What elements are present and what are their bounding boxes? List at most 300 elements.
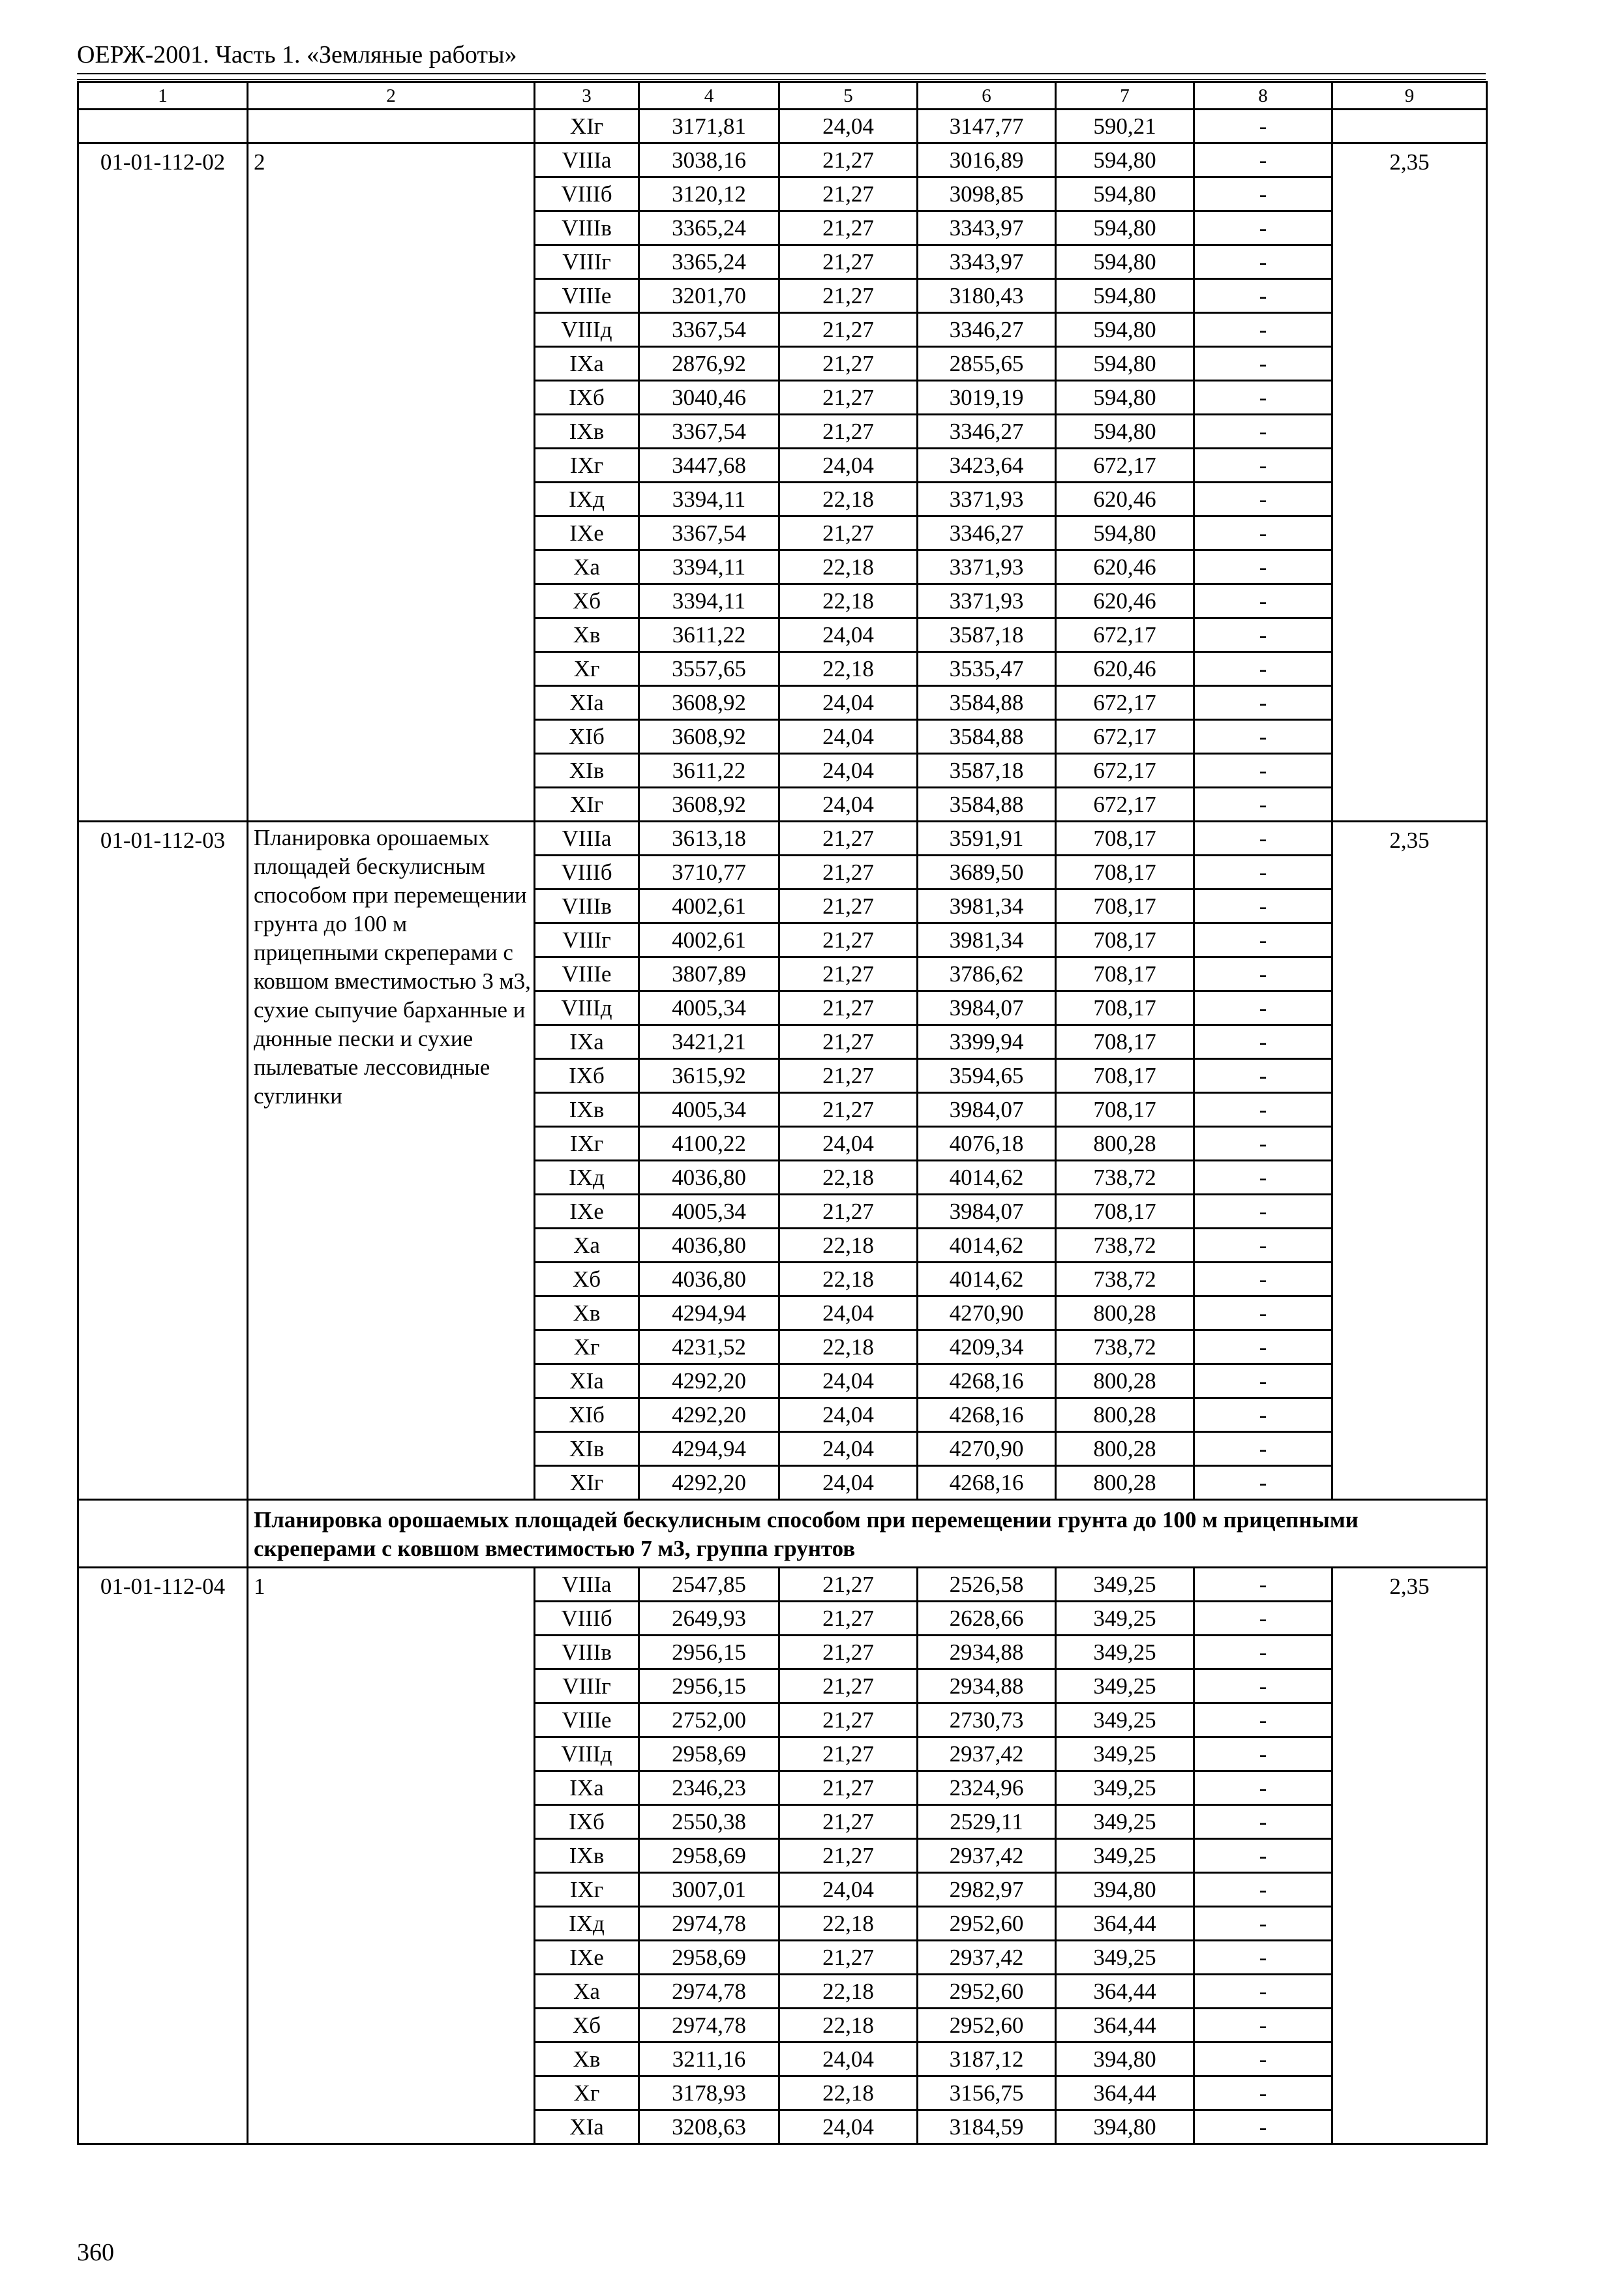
coefficient-cell	[1332, 110, 1487, 143]
value-cell: 24,04	[779, 686, 918, 720]
value-cell: -	[1194, 1195, 1332, 1229]
value-cell: 3608,92	[639, 788, 779, 822]
soil-group-cell: Xв	[535, 1296, 639, 1330]
value-cell: 2529,11	[918, 1805, 1056, 1839]
value-cell: 2649,93	[639, 1602, 779, 1636]
value-cell: 21,27	[779, 347, 918, 381]
soil-group-cell: VIIIд	[535, 1737, 639, 1771]
table-row	[78, 143, 1487, 177]
value-cell: 4270,90	[918, 1296, 1056, 1330]
value-cell: 364,44	[1056, 1975, 1194, 2009]
header-rule	[77, 73, 1486, 74]
value-cell: 24,04	[779, 1466, 918, 1500]
value-cell: 21,27	[779, 856, 918, 890]
value-cell: -	[1194, 584, 1332, 618]
soil-group-cell: XIг	[535, 788, 639, 822]
value-cell: 3689,50	[918, 856, 1056, 890]
value-cell: 620,46	[1056, 584, 1194, 618]
soil-group-cell: XIв	[535, 1432, 639, 1466]
value-cell: -	[1194, 652, 1332, 686]
value-cell: 364,44	[1056, 2009, 1194, 2042]
value-cell: 738,72	[1056, 1263, 1194, 1296]
table-row	[78, 110, 1487, 143]
value-cell: 349,25	[1056, 1941, 1194, 1975]
value-cell: -	[1194, 1161, 1332, 1195]
value-cell: 672,17	[1056, 686, 1194, 720]
value-cell: 800,28	[1056, 1466, 1194, 1500]
value-cell: -	[1194, 1873, 1332, 1907]
value-cell: 590,21	[1056, 110, 1194, 143]
coefficient-cell: 2,35	[1332, 822, 1487, 1500]
soil-group-cell: XIа	[535, 2110, 639, 2144]
value-cell: 3007,01	[639, 1873, 779, 1907]
soil-group-cell: Xв	[535, 618, 639, 652]
value-cell: 672,17	[1056, 449, 1194, 483]
soil-group-cell: VIIIв	[535, 1636, 639, 1669]
value-cell: 21,27	[779, 991, 918, 1025]
value-cell: 3367,54	[639, 313, 779, 347]
soil-group-cell: VIIIг	[535, 923, 639, 957]
value-cell: 3611,22	[639, 618, 779, 652]
value-cell: -	[1194, 1364, 1332, 1398]
value-cell: 21,27	[779, 923, 918, 957]
value-cell: -	[1194, 1907, 1332, 1941]
value-cell: 349,25	[1056, 1669, 1194, 1703]
value-cell: 3557,65	[639, 652, 779, 686]
soil-group-cell: XIг	[535, 1466, 639, 1500]
column-number: 8	[1194, 82, 1332, 110]
value-cell: 21,27	[779, 1636, 918, 1669]
value-cell: 21,27	[779, 1093, 918, 1127]
value-cell: 708,17	[1056, 1059, 1194, 1093]
value-cell: 3346,27	[918, 415, 1056, 449]
value-cell: 4268,16	[918, 1364, 1056, 1398]
value-cell: -	[1194, 1263, 1332, 1296]
soil-group-cell: IXг	[535, 1873, 639, 1907]
value-cell: -	[1194, 923, 1332, 957]
soil-group-cell: IXб	[535, 381, 639, 415]
value-cell: 2982,97	[918, 1873, 1056, 1907]
soil-group-cell: IXе	[535, 516, 639, 550]
value-cell: -	[1194, 279, 1332, 313]
soil-group-cell: IXа	[535, 1025, 639, 1059]
value-cell: 2958,69	[639, 1737, 779, 1771]
value-cell: 349,25	[1056, 1602, 1194, 1636]
soil-group-cell: VIIIе	[535, 957, 639, 991]
value-cell: -	[1194, 1941, 1332, 1975]
soil-group-cell: Xв	[535, 2042, 639, 2076]
value-cell: 349,25	[1056, 1839, 1194, 1873]
value-cell: -	[1194, 1127, 1332, 1161]
column-number: 7	[1056, 82, 1194, 110]
value-cell: 3346,27	[918, 313, 1056, 347]
value-cell: 394,80	[1056, 2042, 1194, 2076]
value-cell: -	[1194, 516, 1332, 550]
soil-group-cell: IXе	[535, 1195, 639, 1229]
value-cell: 21,27	[779, 177, 918, 211]
item-name: 2	[248, 143, 535, 822]
value-cell: 3343,97	[918, 211, 1056, 245]
value-cell: 349,25	[1056, 1703, 1194, 1737]
value-cell: 738,72	[1056, 1229, 1194, 1263]
value-cell: -	[1194, 1636, 1332, 1669]
value-cell: 594,80	[1056, 279, 1194, 313]
soil-group-cell: Xг	[535, 1330, 639, 1364]
column-number: 2	[248, 82, 535, 110]
value-cell: -	[1194, 957, 1332, 991]
value-cell: -	[1194, 483, 1332, 516]
value-cell: 4005,34	[639, 991, 779, 1025]
value-cell: 21,27	[779, 1025, 918, 1059]
value-cell: 4100,22	[639, 1127, 779, 1161]
header-rule-double	[77, 79, 1486, 80]
value-cell: 3786,62	[918, 957, 1056, 991]
value-cell: -	[1194, 991, 1332, 1025]
value-cell: -	[1194, 110, 1332, 143]
value-cell: 594,80	[1056, 313, 1194, 347]
value-cell: 22,18	[779, 1907, 918, 1941]
soil-group-cell: VIIIг	[535, 1669, 639, 1703]
value-cell: 800,28	[1056, 1364, 1194, 1398]
value-cell: 2628,66	[918, 1602, 1056, 1636]
value-cell: 708,17	[1056, 1195, 1194, 1229]
value-cell: 22,18	[779, 1330, 918, 1364]
coefficient-cell: 2,35	[1332, 143, 1487, 822]
value-cell: 800,28	[1056, 1398, 1194, 1432]
soil-group-cell: IXб	[535, 1805, 639, 1839]
soil-group-cell: IXв	[535, 1839, 639, 1873]
soil-group-cell: XIв	[535, 754, 639, 788]
value-cell: 3587,18	[918, 618, 1056, 652]
value-cell: 4268,16	[918, 1398, 1056, 1432]
column-number: 4	[639, 82, 779, 110]
soil-group-cell: IXв	[535, 415, 639, 449]
soil-group-cell: IXа	[535, 347, 639, 381]
soil-group-cell: VIIIв	[535, 890, 639, 923]
soil-group-cell: IXд	[535, 483, 639, 516]
soil-group-cell: VIIIа	[535, 1568, 639, 1602]
page-header-title: ОЕРЖ-2001. Часть 1. «Земляные работы»	[77, 41, 517, 68]
value-cell: 3343,97	[918, 245, 1056, 279]
value-cell: 4292,20	[639, 1466, 779, 1500]
value-cell: 3367,54	[639, 415, 779, 449]
value-cell: 3201,70	[639, 279, 779, 313]
value-cell: 2974,78	[639, 2009, 779, 2042]
value-cell: 4076,18	[918, 1127, 1056, 1161]
value-cell: 3984,07	[918, 1093, 1056, 1127]
value-cell: 21,27	[779, 245, 918, 279]
value-cell: 364,44	[1056, 2076, 1194, 2110]
column-number-row	[78, 82, 1487, 110]
value-cell: 3981,34	[918, 890, 1056, 923]
value-cell: 21,27	[779, 1568, 918, 1602]
value-cell: 4014,62	[918, 1161, 1056, 1195]
value-cell: 3346,27	[918, 516, 1056, 550]
item-name: Планировка орошаемых площадей бескулисным способом при перемещении грунта до 100 м прицепными скреперами с ковшом вместимостью 3 м3, сухие сыпучие барханные и дюнные пески и сухие пылеватые лессовидные суглинки	[248, 822, 535, 1500]
soil-group-cell: XIа	[535, 1364, 639, 1398]
value-cell: 21,27	[779, 1059, 918, 1093]
value-cell: 708,17	[1056, 890, 1194, 923]
value-cell: 2937,42	[918, 1737, 1056, 1771]
soil-group-cell: VIIIв	[535, 211, 639, 245]
value-cell: -	[1194, 1093, 1332, 1127]
value-cell: 3807,89	[639, 957, 779, 991]
value-cell: 21,27	[779, 957, 918, 991]
value-cell: 3399,94	[918, 1025, 1056, 1059]
value-cell: 3371,93	[918, 550, 1056, 584]
value-cell: 2346,23	[639, 1771, 779, 1805]
value-cell: -	[1194, 788, 1332, 822]
item-code: 01-01-112-04	[78, 1568, 248, 2144]
value-cell: -	[1194, 1805, 1332, 1839]
value-cell: 22,18	[779, 1263, 918, 1296]
column-number: 9	[1332, 82, 1487, 110]
value-cell: 24,04	[779, 449, 918, 483]
value-cell: 21,27	[779, 516, 918, 550]
soil-group-cell: XIа	[535, 686, 639, 720]
value-cell: -	[1194, 449, 1332, 483]
value-cell: 3710,77	[639, 856, 779, 890]
value-cell: 3423,64	[918, 449, 1056, 483]
value-cell: 2730,73	[918, 1703, 1056, 1737]
value-cell: 2934,88	[918, 1636, 1056, 1669]
code-cell	[78, 110, 248, 143]
value-cell: 3147,77	[918, 110, 1056, 143]
soil-group-cell: VIIIе	[535, 1703, 639, 1737]
value-cell: 4294,94	[639, 1296, 779, 1330]
soil-group-cell: IXг	[535, 1127, 639, 1161]
value-cell: 22,18	[779, 1975, 918, 2009]
value-cell: 3587,18	[918, 754, 1056, 788]
value-cell: 4231,52	[639, 1330, 779, 1364]
value-cell: 3371,93	[918, 483, 1056, 516]
value-cell: 3038,16	[639, 143, 779, 177]
value-cell: -	[1194, 313, 1332, 347]
table-row	[78, 1568, 1487, 1602]
value-cell: 800,28	[1056, 1296, 1194, 1330]
value-cell: 708,17	[1056, 822, 1194, 856]
value-cell: 672,17	[1056, 788, 1194, 822]
item-name: 1	[248, 1568, 535, 2144]
value-cell: 2974,78	[639, 1975, 779, 2009]
soil-group-cell: IXд	[535, 1161, 639, 1195]
value-cell: 4014,62	[918, 1263, 1056, 1296]
value-cell: 2934,88	[918, 1669, 1056, 1703]
soil-group-cell: Xб	[535, 584, 639, 618]
value-cell: 3608,92	[639, 720, 779, 754]
value-cell: 3178,93	[639, 2076, 779, 2110]
value-cell: -	[1194, 245, 1332, 279]
value-cell: 2855,65	[918, 347, 1056, 381]
value-cell: 349,25	[1056, 1805, 1194, 1839]
soil-group-cell: VIIIб	[535, 1602, 639, 1636]
value-cell: 800,28	[1056, 1432, 1194, 1466]
value-cell: 3367,54	[639, 516, 779, 550]
value-cell: 3365,24	[639, 245, 779, 279]
value-cell: 24,04	[779, 1873, 918, 1907]
value-cell: 708,17	[1056, 856, 1194, 890]
value-cell: -	[1194, 177, 1332, 211]
value-cell: 594,80	[1056, 516, 1194, 550]
value-cell: -	[1194, 856, 1332, 890]
value-cell: -	[1194, 1059, 1332, 1093]
soil-group-cell: Xб	[535, 1263, 639, 1296]
value-cell: 4270,90	[918, 1432, 1056, 1466]
soil-group-cell: IXв	[535, 1093, 639, 1127]
value-cell: -	[1194, 720, 1332, 754]
value-cell: 2526,58	[918, 1568, 1056, 1602]
value-cell: -	[1194, 1296, 1332, 1330]
value-cell: -	[1194, 211, 1332, 245]
value-cell: -	[1194, 1975, 1332, 2009]
soil-group-cell: VIIIб	[535, 177, 639, 211]
value-cell: -	[1194, 2110, 1332, 2144]
item-code: 01-01-112-02	[78, 143, 248, 822]
value-cell: 4005,34	[639, 1093, 779, 1127]
value-cell: 2952,60	[918, 1907, 1056, 1941]
value-cell: 708,17	[1056, 923, 1194, 957]
value-cell: 21,27	[779, 1805, 918, 1839]
value-cell: 708,17	[1056, 991, 1194, 1025]
value-cell: -	[1194, 143, 1332, 177]
soil-group-cell: IXд	[535, 1907, 639, 1941]
name-cell	[248, 110, 535, 143]
value-cell: 3187,12	[918, 2042, 1056, 2076]
page-number: 360	[77, 2239, 114, 2266]
column-number: 1	[78, 82, 248, 110]
soil-group-cell: Xг	[535, 652, 639, 686]
value-cell: 4209,34	[918, 1330, 1056, 1364]
value-cell: 594,80	[1056, 347, 1194, 381]
value-cell: 594,80	[1056, 245, 1194, 279]
value-cell: 21,27	[779, 1737, 918, 1771]
value-cell: -	[1194, 550, 1332, 584]
value-cell: 3394,11	[639, 584, 779, 618]
value-cell: 4005,34	[639, 1195, 779, 1229]
value-cell: -	[1194, 1737, 1332, 1771]
value-cell: 2952,60	[918, 2009, 1056, 2042]
value-cell: 3394,11	[639, 483, 779, 516]
value-cell: -	[1194, 381, 1332, 415]
value-cell: -	[1194, 1703, 1332, 1737]
value-cell: 2958,69	[639, 1839, 779, 1873]
value-cell: 3171,81	[639, 110, 779, 143]
value-cell: 24,04	[779, 1127, 918, 1161]
value-cell: 3365,24	[639, 211, 779, 245]
value-cell: 22,18	[779, 584, 918, 618]
value-cell: 620,46	[1056, 483, 1194, 516]
coefficient-cell: 2,35	[1332, 1568, 1487, 2144]
value-cell: 3591,91	[918, 822, 1056, 856]
value-cell: -	[1194, 2042, 1332, 2076]
value-cell: 21,27	[779, 1941, 918, 1975]
soil-group-cell: Xа	[535, 550, 639, 584]
value-cell: 22,18	[779, 652, 918, 686]
value-cell: 22,18	[779, 2009, 918, 2042]
value-cell: 2952,60	[918, 1975, 1056, 2009]
value-cell: -	[1194, 754, 1332, 788]
value-cell: 3156,75	[918, 2076, 1056, 2110]
value-cell: 3615,92	[639, 1059, 779, 1093]
value-cell: -	[1194, 618, 1332, 652]
value-cell: 21,27	[779, 1703, 918, 1737]
value-cell: 3019,19	[918, 381, 1056, 415]
value-cell: 21,27	[779, 1839, 918, 1873]
value-cell: 594,80	[1056, 143, 1194, 177]
value-cell: 349,25	[1056, 1568, 1194, 1602]
soil-group-cell: VIIIд	[535, 991, 639, 1025]
value-cell: 3984,07	[918, 1195, 1056, 1229]
value-cell: 21,27	[779, 211, 918, 245]
value-cell: -	[1194, 890, 1332, 923]
soil-group-cell: VIIIг	[535, 245, 639, 279]
value-cell: -	[1194, 1839, 1332, 1873]
value-cell: 21,27	[779, 415, 918, 449]
value-cell: -	[1194, 686, 1332, 720]
value-cell: -	[1194, 415, 1332, 449]
value-cell: 21,27	[779, 279, 918, 313]
value-cell: 21,27	[779, 1195, 918, 1229]
soil-group-cell: IXе	[535, 1941, 639, 1975]
soil-group-cell: IXб	[535, 1059, 639, 1093]
value-cell: 4002,61	[639, 923, 779, 957]
value-cell: 24,04	[779, 720, 918, 754]
value-cell: 22,18	[779, 483, 918, 516]
value-cell: -	[1194, 347, 1332, 381]
value-cell: 22,18	[779, 1161, 918, 1195]
value-cell: 364,44	[1056, 1907, 1194, 1941]
value-cell: 24,04	[779, 1364, 918, 1398]
value-cell: 3584,88	[918, 788, 1056, 822]
value-cell: 2547,85	[639, 1568, 779, 1602]
soil-group-cell: Xа	[535, 1975, 639, 2009]
soil-group-cell: XIб	[535, 720, 639, 754]
value-cell: 24,04	[779, 1398, 918, 1432]
value-cell: 594,80	[1056, 177, 1194, 211]
soil-group-cell: IXа	[535, 1771, 639, 1805]
value-cell: 3208,63	[639, 2110, 779, 2144]
value-cell: 738,72	[1056, 1330, 1194, 1364]
value-cell: -	[1194, 1602, 1332, 1636]
value-cell: 2937,42	[918, 1839, 1056, 1873]
value-cell: 394,80	[1056, 1873, 1194, 1907]
value-cell: 3040,46	[639, 381, 779, 415]
soil-group-cell: VIIIа	[535, 822, 639, 856]
value-cell: 24,04	[779, 618, 918, 652]
soil-group-cell: IXг	[535, 449, 639, 483]
value-cell: 3098,85	[918, 177, 1056, 211]
value-cell: 2550,38	[639, 1805, 779, 1839]
value-cell: 4014,62	[918, 1229, 1056, 1263]
column-number: 5	[779, 82, 918, 110]
value-cell: -	[1194, 1398, 1332, 1432]
value-cell: 672,17	[1056, 754, 1194, 788]
section-heading-row	[78, 1500, 1487, 1568]
value-cell: 2752,00	[639, 1703, 779, 1737]
soil-group-cell: VIIIе	[535, 279, 639, 313]
value-cell: 672,17	[1056, 618, 1194, 652]
value-cell: 3211,16	[639, 2042, 779, 2076]
value-cell: 3584,88	[918, 686, 1056, 720]
value-cell: 3016,89	[918, 143, 1056, 177]
section-code-cell	[78, 1500, 248, 1568]
value-cell: 3394,11	[639, 550, 779, 584]
value-cell: 3611,22	[639, 754, 779, 788]
price-table	[77, 81, 1488, 2145]
value-cell: 3447,68	[639, 449, 779, 483]
value-cell: 21,27	[779, 313, 918, 347]
value-cell: -	[1194, 1025, 1332, 1059]
